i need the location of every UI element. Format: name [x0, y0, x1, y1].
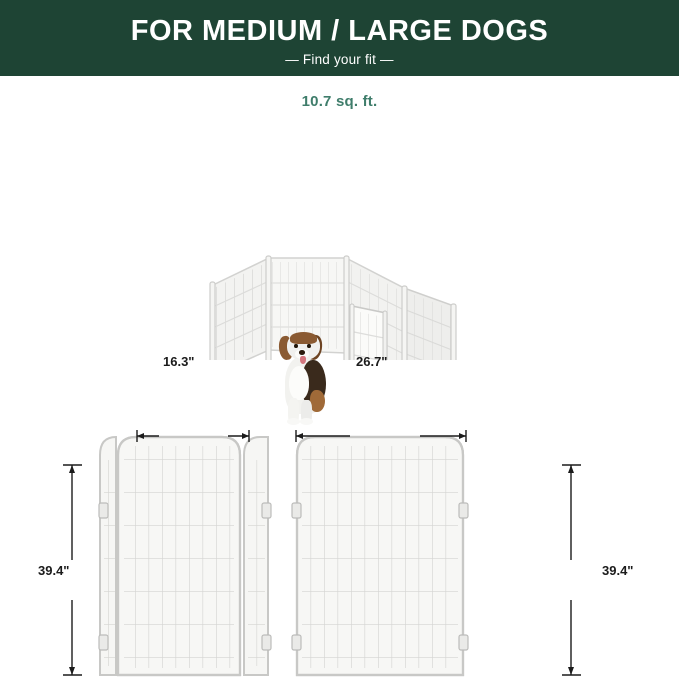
dog-nose: [299, 350, 305, 355]
diagram-gate-door: [118, 437, 240, 675]
dog-eye-right: [307, 344, 311, 348]
dimension-diagram: [0, 354, 679, 680]
height-dimension-right: [562, 465, 581, 675]
area-label: 10.7 sq. ft.: [301, 93, 378, 110]
dimension-label-narrow-width: 16.3": [163, 354, 195, 369]
dimension-label-wide-width: 26.7": [356, 354, 388, 369]
dog-head-marking: [290, 332, 317, 344]
banner-subtitle: — Find your fit —: [285, 52, 394, 67]
dog-eye-left: [294, 344, 298, 348]
dimension-label-left-height: 39.4": [38, 563, 70, 578]
hero-product-image: [0, 110, 679, 360]
dimension-label-right-height: 39.4": [602, 563, 634, 578]
page-title: FOR MEDIUM / LARGE DOGS: [130, 15, 549, 47]
dimension-drawing: [0, 360, 679, 680]
playpen-illustration: [0, 110, 679, 360]
playpen-gate: [350, 304, 387, 360]
header-banner: [0, 0, 679, 76]
